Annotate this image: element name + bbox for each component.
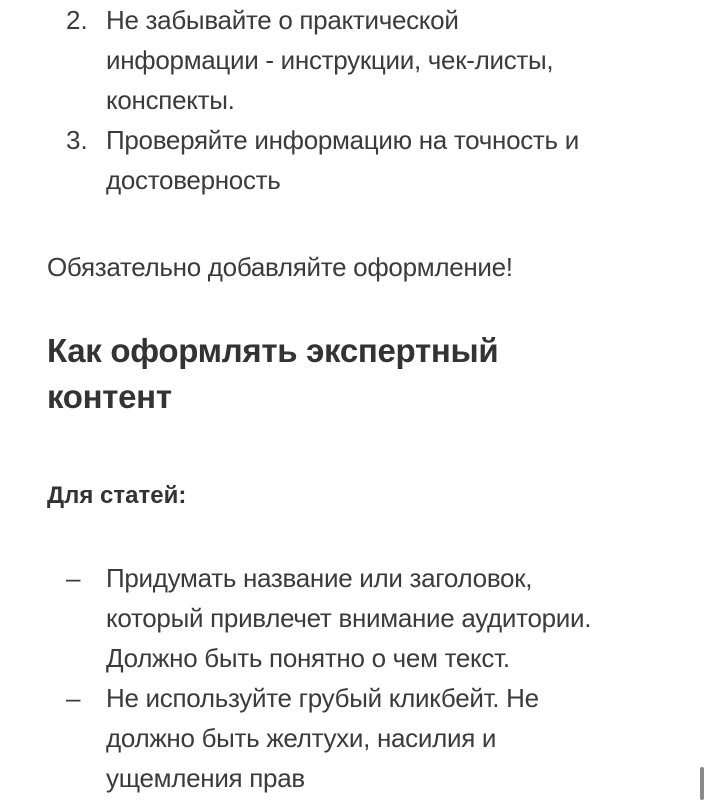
list-item-text: [106, 0, 686, 120]
dash-bullet: –: [66, 563, 81, 593]
text-line: Проверяйте информацию на точность и: [106, 125, 579, 155]
text-line: информации - инструкции, чек-листы,: [106, 45, 554, 75]
dash-bullet: –: [66, 683, 81, 713]
list-item-text: [106, 558, 686, 678]
text-line: ущемления прав: [106, 763, 305, 793]
vertical-scrollbar[interactable]: [700, 767, 704, 800]
text-line: Придумать название или заголовок,: [106, 563, 533, 593]
list-item-text: [106, 678, 686, 798]
text-line: должно быть желтухи, насилия и: [106, 723, 497, 753]
text-line: Должно быть понятно о чем текст.: [106, 643, 510, 673]
heading-line: Как оформлять экспертный: [47, 332, 499, 369]
subheading: Для статей:: [47, 482, 187, 509]
list-item-text: [106, 120, 686, 200]
list-number: 2.: [66, 5, 88, 35]
heading-line: контент: [47, 378, 172, 415]
paragraph: Обязательно добавляйте оформление!: [47, 252, 513, 282]
text-line: Не используйте грубый кликбейт. Не: [106, 683, 539, 713]
text-line: который привлечет внимание аудитории.: [106, 603, 592, 633]
section-heading: [47, 328, 498, 420]
text-line: достоверность: [106, 165, 281, 195]
list-number: 3.: [66, 125, 88, 155]
text-line: Не забывайте о практической: [106, 5, 459, 35]
text-line: конспекты.: [106, 85, 235, 115]
